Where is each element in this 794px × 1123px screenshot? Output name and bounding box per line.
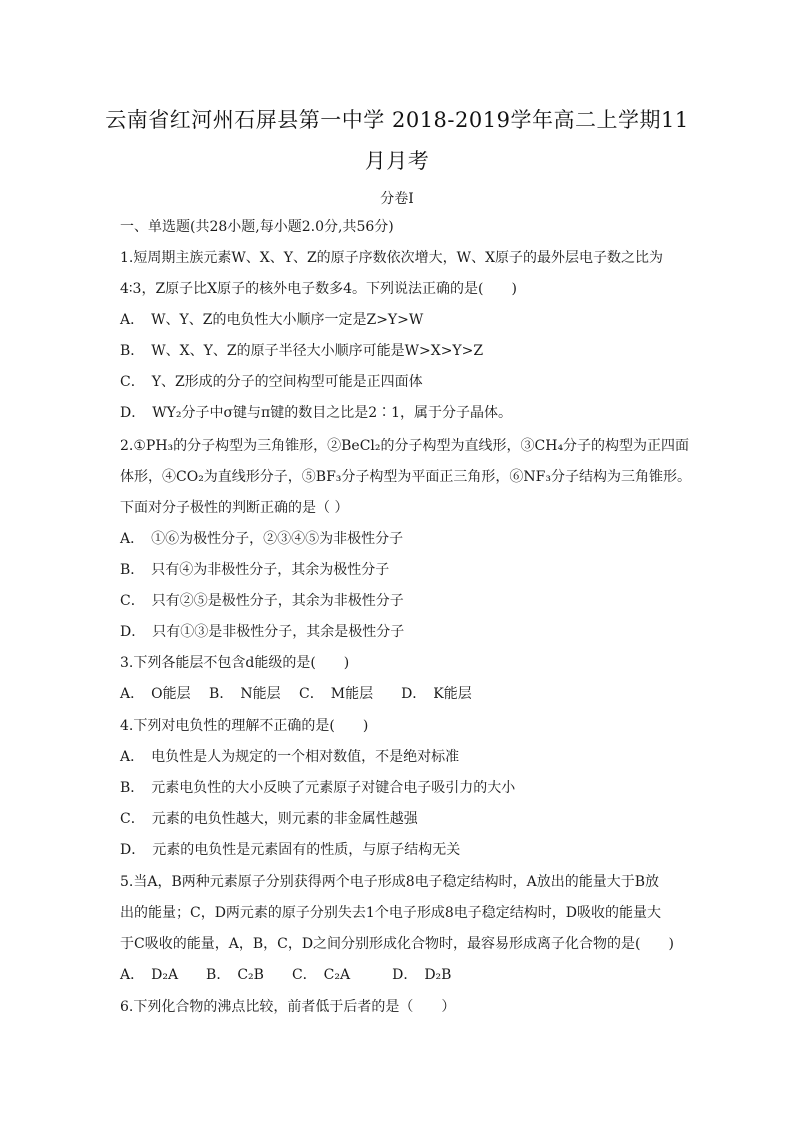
question-3-stem-line-1: 3.下列各能层不包含d能级的是( ) xyxy=(120,655,350,671)
question-6-stem-line-1: 6.下列化合物的沸点比较，前者低于后者的是（ ） xyxy=(120,999,456,1015)
question-2-option-c: C． 只有②⑤是极性分子，其余为非极性分子 xyxy=(120,593,404,609)
question-1-option-d: D． WY₂分子中σ键与π键的数目之比是2∶1，属于分子晶体。 xyxy=(120,405,513,421)
question-5-stem-line-1: 5.当A，B两种元素原子分别获得两个电子形成8电子稳定结构时，A放出的能量大于B放 xyxy=(120,874,660,890)
question-2-option-d: D． 只有①③是非极性分子，其余是极性分子 xyxy=(120,624,405,640)
question-3-options: A． O能层 B． N能层 C． M能层 D． K能层 xyxy=(120,686,472,702)
question-4-option-a: A． 电负性是人为规定的一个相对数值，不是绝对标准 xyxy=(120,749,460,765)
question-5-stem-line-2: 出的能量；C，D两元素的原子分别失去1个电子形成8电子稳定结构时，D吸收的能量大 xyxy=(120,905,661,921)
question-1-option-a: A． W、Y、Z的电负性大小顺序一定是Z>Y>W xyxy=(120,312,424,328)
question-4-option-c: C． 元素的电负性越大，则元素的非金属性越强 xyxy=(120,811,418,827)
section-label: 分卷I xyxy=(380,191,414,207)
question-2-stem-line-3: 下面对分子极性的判断正确的是（ ） xyxy=(120,500,349,516)
question-2-stem-line-1: 2.①PH₃的分子构型为三角锥形，②BeCl₂的分子构型为直线形，③CH₄分子的构型为正四面 xyxy=(120,438,690,454)
question-4-stem-line-1: 4.下列对电负性的理解不正确的是( ) xyxy=(120,718,369,734)
question-1-option-c: C． Y、Z形成的分子的空间构型可能是正四面体 xyxy=(120,374,423,390)
exam-title-line-2: 月月考 xyxy=(364,149,430,173)
question-4-option-d: D． 元素的电负性是元素固有的性质，与原子结构无关 xyxy=(120,842,461,858)
exam-title-line-1: 云南省红河州石屏县第一中学 2018-2019学年高二上学期11 xyxy=(105,108,689,132)
part-heading: 一、单选题(共28小题,每小题2.0分,共56分) xyxy=(120,219,394,235)
question-2-option-a: A． ①⑥为极性分子，②③④⑤为非极性分子 xyxy=(120,531,404,547)
question-5-stem-line-3: 于C吸收的能量，A，B，C，D之间分别形成化合物时，最容易形成离子化合物的是( ) xyxy=(120,936,674,952)
question-1-stem-line-2: 4∶3，Z原子比X原子的核外电子数多4。下列说法正确的是( ) xyxy=(120,281,517,297)
question-2-option-b: B． 只有④为非极性分子，其余为极性分子 xyxy=(120,562,390,578)
question-1-option-b: B． W、X、Y、Z的原子半径大小顺序可能是W>X>Y>Z xyxy=(120,343,484,359)
question-4-option-b: B． 元素电负性的大小反映了元素原子对键合电子吸引力的大小 xyxy=(120,780,516,796)
question-2-stem-line-2: 体形，④CO₂为直线形分子，⑤BF₃分子构型为平面正三角形，⑥NF₃分子结构为三角锥形。 xyxy=(120,469,691,485)
question-1-stem-line-1: 1.短周期主族元素W、X、Y、Z的原子序数依次增大，W、X原子的最外层电子数之比为 xyxy=(120,250,664,266)
question-5-options: A． D₂A B． C₂B C． C₂A D． D₂B xyxy=(120,967,452,983)
